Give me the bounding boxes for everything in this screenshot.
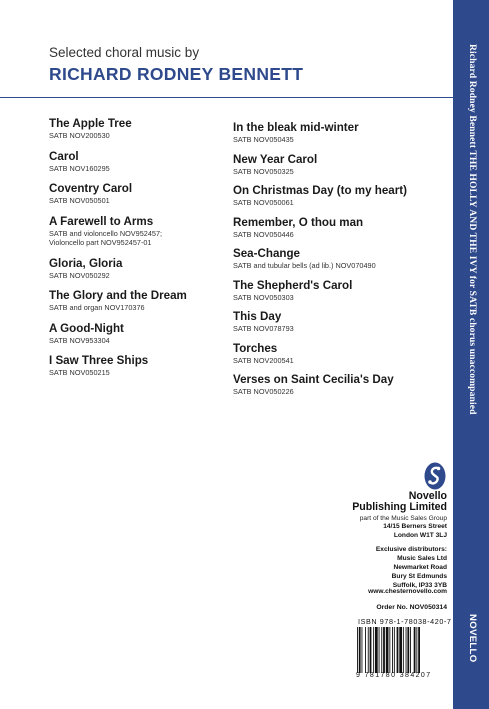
list-item — [233, 153, 433, 177]
work-detail: SATB NOV200530 — [49, 131, 110, 140]
order-number: Order No. NOV050314 — [376, 604, 447, 611]
work-detail: SATB and tubular bells (ad lib.) NOV070490 — [233, 261, 376, 270]
work-title: On Christmas Day (to my heart) — [233, 184, 407, 197]
publisher-name-line2: Publishing Limited — [352, 501, 447, 513]
work-detail: SATB and organ NOV170376 — [49, 303, 145, 312]
distributors — [376, 545, 447, 590]
work-title: Carol — [49, 149, 79, 163]
work-detail: SATB NOV953304 — [49, 335, 110, 345]
list-item — [49, 150, 249, 174]
work-title: I Saw Three Ships — [49, 354, 149, 367]
header-divider — [0, 97, 453, 98]
work-title: A Farewell to Arms — [49, 214, 154, 228]
address-line: 14/15 Berners Street — [383, 523, 447, 530]
list-item — [233, 342, 433, 366]
distributor-line: Music Sales Ltd — [397, 555, 447, 562]
barcode-icon — [356, 627, 448, 673]
work-title: New Year Carol — [233, 152, 318, 166]
work-detail: SATB NOV160295 — [49, 163, 110, 173]
list-item — [233, 247, 433, 271]
publisher-group: part of the Music Sales Group — [359, 515, 447, 522]
works-list-left — [49, 117, 249, 387]
work-title: The Glory and the Dream — [49, 289, 187, 302]
spine-brand: NOVELLO — [467, 614, 478, 663]
distributor-line: Bury St Edmunds — [391, 573, 447, 580]
work-detail: SATB NOV050325 — [233, 166, 294, 176]
work-title: Gloria, Gloria — [49, 256, 123, 270]
work-detail: SATB NOV050303 — [233, 292, 294, 302]
list-item — [233, 373, 433, 397]
work-title: A Good-Night — [49, 321, 124, 335]
list-item — [49, 215, 249, 248]
works-list-right — [233, 121, 433, 405]
work-detail: SATB NOV050061 — [233, 198, 294, 207]
work-title: Remember, O thou man — [233, 215, 364, 229]
list-item — [233, 216, 433, 240]
spine-title: Richard Rodney Bennett THE HOLLY AND THE IVY for SATB chorus unaccompanied — [467, 44, 478, 415]
work-detail: Violoncello part NOV952457-01 — [49, 238, 152, 247]
work-detail: SATB NOV050501 — [49, 196, 110, 205]
distributors-heading: Exclusive distributors: — [375, 546, 447, 553]
website: www.chesternovello.com — [368, 588, 447, 595]
address-line: London W1T 3LJ — [393, 532, 447, 539]
work-title: Torches — [233, 341, 278, 355]
work-detail: SATB NOV050435 — [233, 135, 294, 144]
list-item — [49, 322, 249, 346]
isbn: ISBN 978-1-78038-420-7 — [358, 617, 452, 626]
work-detail: SATB NOV050292 — [49, 270, 110, 280]
list-item — [49, 289, 249, 313]
work-detail: SATB NOV078793 — [233, 324, 294, 333]
work-detail: SATB and violoncello NOV952457; — [49, 228, 163, 238]
work-title: The Shepherd's Carol — [233, 278, 353, 292]
distributor-line: Suffolk, IP33 3YB — [392, 582, 447, 589]
barcode-digits: 9 781780 384207 — [356, 672, 432, 679]
distributor-line: Newmarket Road — [393, 564, 447, 571]
list-item — [233, 279, 433, 303]
list-item — [49, 182, 249, 206]
header-subtitle: Selected choral music by — [49, 45, 200, 60]
list-item — [233, 310, 433, 334]
publisher-name — [352, 491, 447, 513]
list-item — [49, 354, 249, 378]
work-detail: SATB NOV200541 — [233, 355, 294, 365]
work-detail: SATB NOV050226 — [233, 387, 294, 396]
work-title: Verses on Saint Cecilia's Day — [233, 373, 394, 386]
composer-name: RICHARD RODNEY BENNETT — [49, 64, 304, 84]
work-title: Sea-Change — [233, 247, 301, 260]
novello-logo-icon — [424, 462, 446, 490]
list-item — [49, 117, 249, 141]
publisher-address — [383, 522, 447, 540]
work-title: In the bleak mid-winter — [233, 121, 359, 134]
list-item — [233, 121, 433, 145]
work-title: The Apple Tree — [49, 117, 132, 130]
publisher-name-line1: Novello — [408, 490, 447, 502]
work-title: Coventry Carol — [49, 182, 133, 195]
work-detail: SATB NOV050215 — [49, 368, 110, 377]
spine — [453, 0, 489, 709]
list-item — [233, 184, 433, 208]
work-title: This Day — [233, 310, 282, 323]
work-detail: SATB NOV050446 — [233, 229, 294, 239]
list-item — [49, 257, 249, 281]
